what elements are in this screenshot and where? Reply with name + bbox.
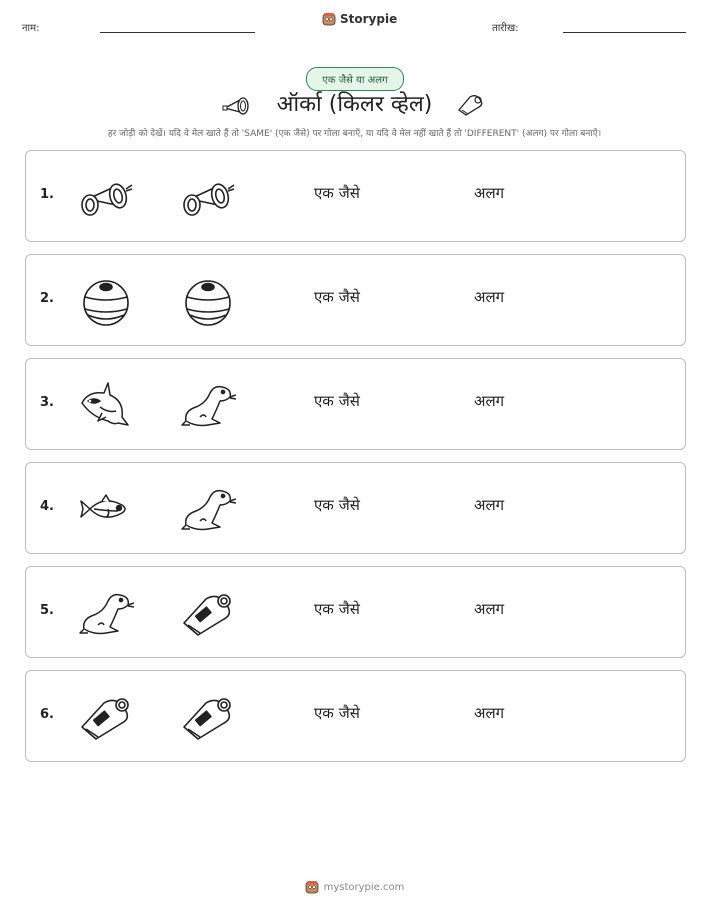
whistle-icon [456,92,486,118]
question-number: 3. [40,395,54,410]
whistle-icon [180,585,236,641]
option-different[interactable]: अलग [474,392,505,410]
question-number: 4. [40,499,54,514]
page-title: ऑर्का (किलर व्हेल) [276,92,433,117]
option-different[interactable]: अलग [474,496,505,514]
question-row [25,358,686,450]
option-different[interactable]: अलग [474,184,505,202]
worksheet-type-badge: एक जैसे या अलग [306,67,404,91]
seal-icon [180,481,236,537]
option-same[interactable]: एक जैसे [314,392,360,410]
horn-icon [78,169,134,225]
brand-logo [322,12,397,26]
question-number: 2. [40,291,54,306]
whistle-icon [78,689,134,745]
footer-url: mystorypie.com [323,881,405,893]
brand-name: Storypie [340,12,398,26]
option-same[interactable]: एक जैसे [314,288,360,306]
option-different[interactable]: अलग [474,704,505,722]
question-row [25,670,686,762]
whistle-icon [180,689,236,745]
question-number: 6. [40,707,54,722]
storypie-mascot-icon [322,12,336,26]
option-same[interactable]: एक जैसे [314,496,360,514]
seal-icon [180,377,236,433]
orca-icon [78,377,134,433]
date-label: तारीख: [492,23,519,34]
buoy-icon [180,273,236,329]
question-row [25,150,686,242]
storypie-mascot-icon [305,880,319,894]
seal-icon [78,585,134,641]
footer [0,880,709,894]
option-same[interactable]: एक जैसे [314,704,360,722]
date-line[interactable] [563,32,686,33]
option-same[interactable]: एक जैसे [314,600,360,618]
instructions: हर जोड़ी को देखें। यदि वे मेल खाते हैं तो 'SAME' (एक जैसे) पर गोला बनाएँ, या यदि वे मेल नहीं खाते हैं तो 'DIFFERENT' (अलग) पर गोला बनाएँ। [107,129,602,139]
question-row [25,254,686,346]
buoy-icon [78,273,134,329]
name-line[interactable] [100,32,255,33]
question-number: 1. [40,187,54,202]
option-different[interactable]: अलग [474,288,505,306]
fish-icon [78,481,134,537]
question-row [25,566,686,658]
option-different[interactable]: अलग [474,600,505,618]
horn-icon [180,169,236,225]
option-same[interactable]: एक जैसे [314,184,360,202]
name-label: नाम: [22,23,40,34]
question-row [25,462,686,554]
question-number: 5. [40,603,54,618]
